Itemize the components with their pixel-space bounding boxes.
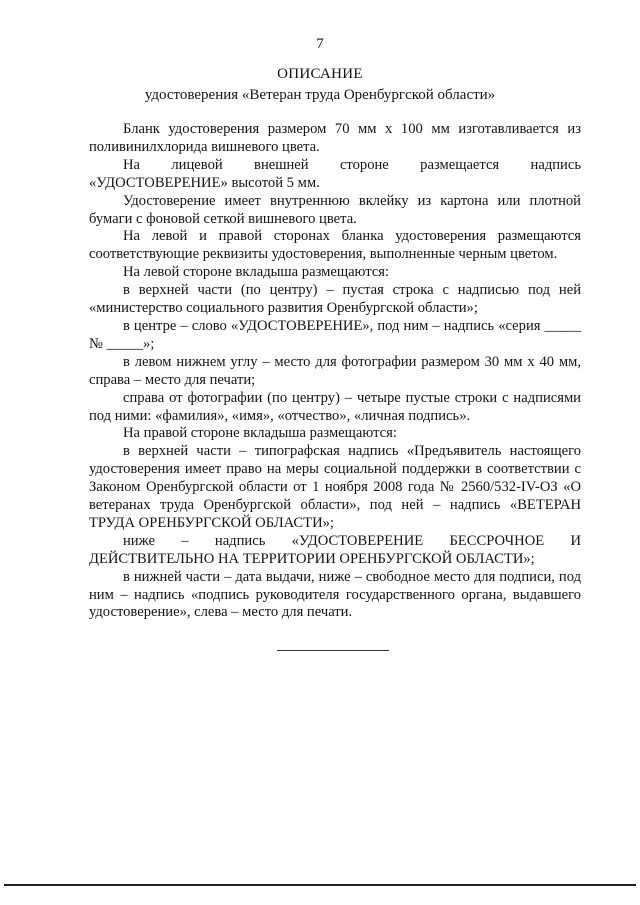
paragraph-left-bottom: в левом нижнем углу – место для фотографии размером 30 мм х 40 мм, справа – место для печати; [89, 353, 581, 388]
paragraph-left-side-heading: На левой стороне вкладыша размещаются: [123, 264, 390, 281]
paragraph-insert: Удостоверение имеет внутреннюю вклейку из картона или плотной бумаги с фоновой сеткой вишневого цвета. [89, 192, 581, 227]
document-subtitle: удостоверения «Ветеран труда Оренбургской области» [144, 87, 496, 103]
bottom-border-line [4, 884, 636, 886]
paragraph-requisites: На левой и правой сторонах бланка удостоверения размещаются соответствующие реквизиты удостоверения, выполненные черным цветом. [89, 228, 581, 263]
paragraph-left-center: в центре – слово «УДОСТОВЕРЕНИЕ», под ним – надпись «серия _____ № _____»; [89, 317, 581, 352]
paragraph-front-side: На лицевой внешней стороне размещается надпись «УДОСТОВЕРЕНИЕ» высотой 5 мм. [89, 156, 581, 191]
paragraph-left-photo-right: справа от фотографии (по центру) – четыре пустые строки с надписями под ними: «фамилия», «имя», «отчество», «личная подпись». [89, 389, 581, 424]
separator-line [277, 650, 389, 651]
paragraph-right-middle: ниже – надпись «УДОСТОВЕРЕНИЕ БЕССРОЧНОЕ И ДЕЙСТВИТЕЛЬНО НА ТЕРРИТОРИИ ОРЕНБУРГСКОЙ ОБЛАСТИ»; [89, 532, 581, 567]
document-body [89, 121, 581, 622]
page-number: 7 [316, 36, 324, 52]
paragraph-right-side-heading: На правой стороне вкладыша размещаются: [123, 425, 397, 442]
document-title: ОПИСАНИЕ [277, 66, 363, 82]
paragraph-right-bottom: в нижней части – дата выдачи, ниже – свободное место для подписи, под ним – надпись «подпись руководителя государственного органа, выдавшего удостоверение», слева – место для печати. [89, 568, 581, 621]
paragraph-right-top: в верхней части – типографская надпись «Предъявитель настоящего удостоверения имеет право на меры социальной поддержки в соответствии с Законом Оренбургской области от 1 ноября 2008 года № 2560/532-IV-ОЗ «О ветеранах труда Оренбургской области», под ней – надпись «ВЕТЕРАН ТРУДА ОРЕНБУРГСКОЙ ОБЛАСТИ»; [89, 443, 581, 531]
paragraph-left-top: в верхней части (по центру) – пустая строка с надписью под ней «министерство социального развития Оренбургской области»; [89, 282, 581, 317]
paragraph-blank-size: Бланк удостоверения размером 70 мм х 100 мм изготавливается из поливинилхлорида вишневого цвета. [89, 121, 581, 155]
